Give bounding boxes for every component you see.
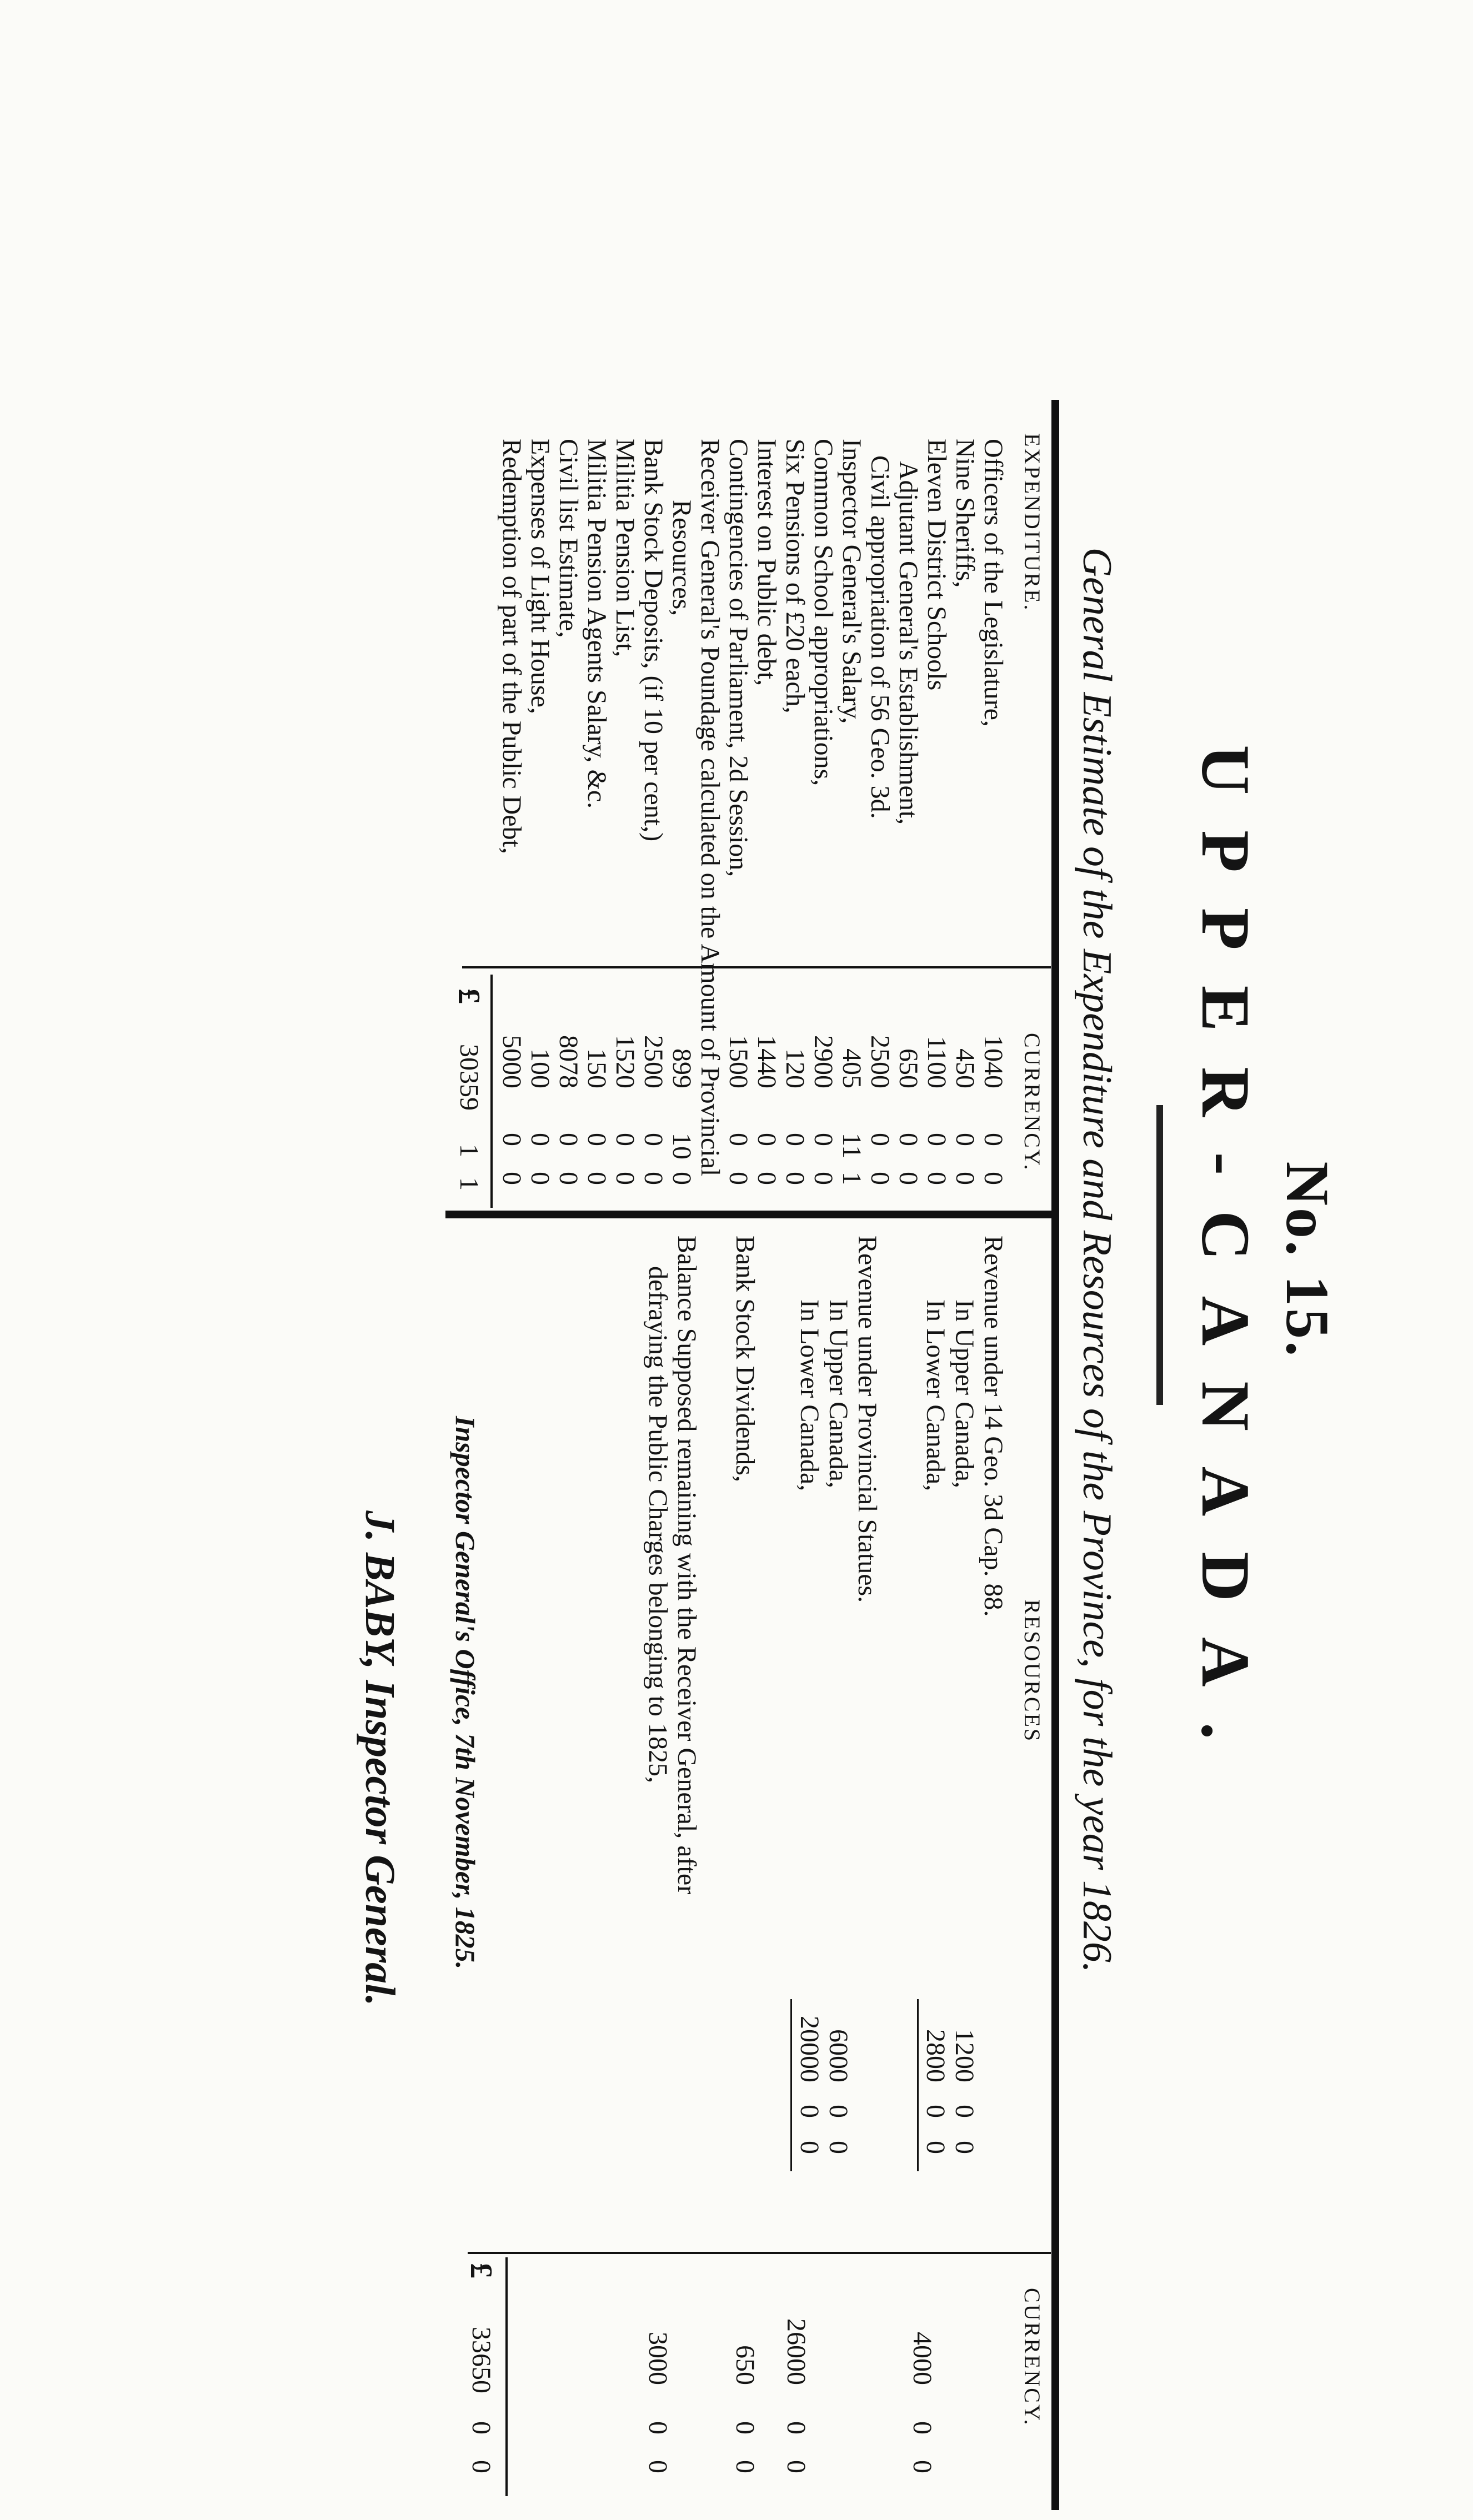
resources-subamount: 1200 bbox=[950, 2029, 979, 2082]
resources-line-total-shillings: 0 bbox=[781, 2421, 811, 2434]
resources-line-total-pence: 0 bbox=[643, 2460, 673, 2473]
expenditure-item-pence: 0 bbox=[667, 1172, 697, 1185]
expenditure-item-amount: 899 bbox=[667, 1048, 697, 1088]
expenditure-item-shillings: 0 bbox=[865, 1133, 895, 1146]
expenditure-item-label: Resources, bbox=[667, 500, 697, 616]
expenditure-item-label: Civil appropriation of 56 Geo. 3d. bbox=[865, 455, 895, 819]
subtotal-rule bbox=[917, 1999, 919, 2171]
resources-total-symbol: £ bbox=[464, 2263, 498, 2278]
expenditure-item-amount: 8078 bbox=[554, 1035, 583, 1088]
expenditure-item-pence: 0 bbox=[724, 1172, 753, 1185]
expenditure-item-pence: 0 bbox=[894, 1172, 923, 1185]
resources-line-total-shillings: 0 bbox=[730, 2421, 760, 2434]
resources-subamount-pence: 0 bbox=[795, 2141, 824, 2154]
expenditure-item-label: Six Pensions of £20 each, bbox=[780, 439, 810, 714]
resources-line-label: In Lower Canada, bbox=[795, 1299, 824, 1492]
expenditure-item-label: Contingencies of Parliament, 2d Session, bbox=[724, 439, 753, 877]
expenditure-item-label: Interest on Public debt, bbox=[752, 439, 781, 686]
expenditure-item-amount: 650 bbox=[894, 1048, 923, 1088]
resources-line-label: In Upper Canada, bbox=[824, 1299, 853, 1488]
expenditure-item-pence: 0 bbox=[922, 1172, 951, 1185]
expenditure-item-label: Officers of the Legislature, bbox=[979, 439, 1008, 727]
expenditure-item-amount: 2900 bbox=[809, 1035, 838, 1088]
expenditure-item-amount: 150 bbox=[582, 1048, 612, 1088]
resources-currency-divider bbox=[468, 2252, 1051, 2254]
resources-line-total-pence: 0 bbox=[781, 2460, 811, 2473]
resources-line-label: defraying the Public Charges belonging to 1825, bbox=[643, 1266, 673, 1783]
expenditure-currency-divider bbox=[462, 966, 1051, 968]
table-top-rule bbox=[1051, 400, 1059, 2510]
expenditure-item-label: Militia Pension List, bbox=[610, 439, 640, 657]
expenditure-item-amount: 5000 bbox=[497, 1035, 527, 1088]
expenditure-item-label: Eleven District Schools bbox=[922, 439, 951, 691]
expenditure-currency-heading: CURRENCY. bbox=[1020, 1033, 1045, 1172]
expenditure-item-pence: 0 bbox=[582, 1172, 612, 1185]
expenditure-item-amount: 1500 bbox=[724, 1035, 753, 1088]
expenditure-item-pence: 0 bbox=[610, 1172, 640, 1185]
resources-subamount: 2800 bbox=[921, 2029, 950, 2082]
expenditure-item-shillings: 0 bbox=[639, 1133, 668, 1146]
resources-subamount-pence: 0 bbox=[950, 2141, 979, 2154]
resources-line-total-pence: 0 bbox=[730, 2460, 760, 2473]
expenditure-item-shillings: 0 bbox=[979, 1133, 1008, 1146]
resources-total-amount: 33650 bbox=[467, 2327, 496, 2393]
resources-line-label: In Upper Canada, bbox=[950, 1299, 979, 1488]
expenditure-item-shillings: 0 bbox=[780, 1133, 810, 1146]
expenditure-item-label: Civil list Estimate, bbox=[554, 439, 583, 638]
resources-total-pence: 0 bbox=[467, 2460, 496, 2473]
expenditure-total-shillings: 1 bbox=[454, 1144, 484, 1157]
expenditure-item-amount: 405 bbox=[837, 1048, 866, 1088]
expenditure-item-label: Bank Stock Deposits, (if 10 per cent,) bbox=[639, 439, 668, 842]
resources-subamount: 6000 bbox=[824, 2029, 853, 2082]
expenditure-item-shillings: 0 bbox=[724, 1133, 753, 1146]
expenditure-item-label: Redemption of part of the Public Debt, bbox=[497, 439, 527, 854]
resources-line-label: Revenue under 14 Geo. 3d Cap. 88. bbox=[979, 1236, 1008, 1617]
resources-subamount-shillings: 0 bbox=[795, 2105, 824, 2118]
resources-total-shillings: 0 bbox=[467, 2421, 496, 2434]
resources-line-label: Bank Stock Dividends, bbox=[730, 1236, 760, 1482]
title-rule bbox=[1156, 1105, 1163, 1405]
resources-subamount-pence: 0 bbox=[921, 2141, 950, 2154]
resources-subamount-shillings: 0 bbox=[824, 2105, 853, 2118]
resources-line-label: Revenue under Provincial Statues. bbox=[853, 1236, 882, 1603]
expenditure-item-amount: 1440 bbox=[752, 1035, 781, 1088]
expenditure-item-shillings: 0 bbox=[809, 1133, 838, 1146]
resources-line-label: Balance Supposed remaining with the Receiver General, after bbox=[672, 1236, 702, 1895]
resources-line-total-shillings: 0 bbox=[908, 2421, 937, 2434]
expenditure-item-pence: 0 bbox=[865, 1172, 895, 1185]
expenditure-heading: EXPENDITURE. bbox=[1020, 433, 1045, 612]
expenditure-total-symbol: £ bbox=[452, 988, 486, 1004]
expenditure-item-label: Adjutant General's Establishment, bbox=[894, 461, 923, 825]
resources-heading: RESOURCES bbox=[1020, 1599, 1045, 1743]
expenditure-item-label: Receiver General's Poundage calculated on the Amount of Provincial bbox=[695, 439, 725, 1177]
resources-line-total-pence: 0 bbox=[908, 2460, 937, 2473]
expenditure-item-amount: 100 bbox=[525, 1048, 555, 1088]
expenditure-item-amount: 1520 bbox=[610, 1035, 640, 1088]
expenditure-item-pence: 0 bbox=[554, 1172, 583, 1185]
resources-line-total: 4000 bbox=[908, 2332, 937, 2385]
resources-line-total: 3000 bbox=[643, 2332, 673, 2385]
estimate-subtitle: General Estimate of the Expenditure and Resources of the Province, for the year 1826. bbox=[1074, 547, 1120, 1973]
expenditure-item-label: Inspector General's Salary, bbox=[837, 439, 866, 724]
resources-subamount: 20000 bbox=[795, 2016, 824, 2082]
expenditure-item-shillings: 0 bbox=[752, 1133, 781, 1146]
resources-subamount-pence: 0 bbox=[824, 2141, 853, 2154]
resources-total-rule bbox=[505, 2257, 508, 2496]
expenditure-item-label: Common School appropriations, bbox=[809, 439, 838, 786]
expenditure-item-shillings: 0 bbox=[582, 1133, 612, 1146]
expenditure-item-pence: 0 bbox=[809, 1172, 838, 1185]
expenditure-item-pence: 0 bbox=[639, 1172, 668, 1185]
resources-line-total: 650 bbox=[730, 2345, 760, 2385]
subtotal-rule bbox=[790, 1999, 792, 2171]
province-title: UPPER-CANADA. bbox=[1188, 745, 1264, 1775]
expenditure-item-amount: 450 bbox=[950, 1048, 980, 1088]
expenditure-item-pence: 0 bbox=[497, 1172, 527, 1185]
resources-subamount-shillings: 0 bbox=[950, 2105, 979, 2118]
expenditure-item-shillings: 0 bbox=[554, 1133, 583, 1146]
resources-subamount-shillings: 0 bbox=[921, 2105, 950, 2118]
expenditure-item-shillings: 0 bbox=[497, 1133, 527, 1146]
expenditure-item-shillings: 0 bbox=[894, 1133, 923, 1146]
expenditure-item-shillings: 0 bbox=[525, 1133, 555, 1146]
expenditure-item-amount: 1100 bbox=[922, 1036, 951, 1088]
expenditure-item-amount: 1040 bbox=[979, 1035, 1008, 1088]
expenditure-item-label: Expenses of Light House, bbox=[525, 439, 555, 714]
expenditure-item-shillings: 10 bbox=[667, 1133, 697, 1159]
expenditure-item-shillings: 0 bbox=[922, 1133, 951, 1146]
expenditure-item-pence: 0 bbox=[950, 1172, 980, 1185]
expenditure-item-pence: 0 bbox=[525, 1172, 555, 1185]
expenditure-total-pence: 1 bbox=[454, 1177, 484, 1191]
expenditure-item-label: Nine Sheriffs, bbox=[950, 439, 980, 588]
document-number: No. 15. bbox=[1274, 1161, 1341, 1359]
expenditure-item-shillings: 11 bbox=[837, 1133, 866, 1159]
expenditure-item-amount: 120 bbox=[780, 1048, 810, 1088]
expenditure-item-pence: 0 bbox=[752, 1172, 781, 1185]
expenditure-item-shillings: 0 bbox=[610, 1133, 640, 1146]
expenditure-item-pence: 0 bbox=[780, 1172, 810, 1185]
expenditure-item-amount: 2500 bbox=[639, 1035, 668, 1088]
expenditure-item-pence: 0 bbox=[979, 1172, 1008, 1185]
expenditure-total-rule bbox=[490, 975, 493, 1208]
inspector-office-line: Inspector General's Office, 7th November, 1825. bbox=[450, 1416, 481, 1970]
resources-line-total-shillings: 0 bbox=[643, 2421, 673, 2434]
expenditure-item-pence: 1 bbox=[837, 1172, 866, 1185]
resources-line-label: In Lower Canada, bbox=[921, 1299, 950, 1492]
expenditure-item-label: Militia Pension Agents Salary, &c. bbox=[582, 439, 612, 809]
expenditure-item-shillings: 0 bbox=[950, 1133, 980, 1146]
expenditure-item-amount: 2500 bbox=[865, 1035, 895, 1088]
table-center-divider bbox=[445, 1211, 1054, 1218]
resources-line-total: 26000 bbox=[781, 2318, 811, 2385]
inspector-signature: J. BABY, Inspector General. bbox=[357, 1510, 403, 2006]
resources-currency-heading: CURRENCY. bbox=[1020, 2288, 1045, 2427]
expenditure-total-amount: 30359 bbox=[454, 1044, 484, 1111]
